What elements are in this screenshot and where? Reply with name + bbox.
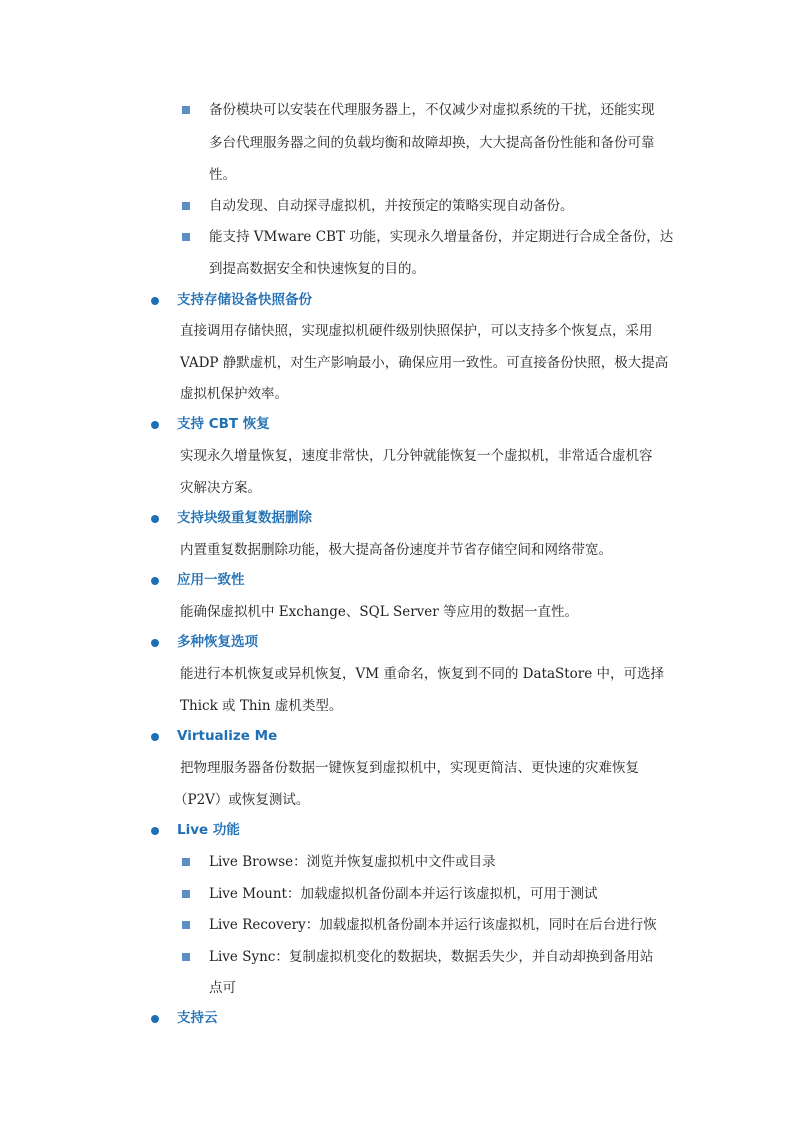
section-text: 把物理服务器备份数据一键恢复到虚拟机中，实现更简洁、更快速的灾难恢复	[180, 760, 639, 776]
square-bullet-icon	[182, 233, 190, 241]
round-bullet-icon	[151, 297, 159, 305]
square-bullet-icon	[182, 106, 190, 114]
round-bullet-icon	[151, 577, 159, 585]
round-bullet-icon	[151, 827, 159, 835]
bullet-text: 自动发现、自动探寻虚拟机，并按预定的策略实现自动备份。	[209, 198, 574, 214]
live-item-text: Live Sync：复制虚拟机变化的数据块，数据丢失少，并自动却换到备用站	[209, 949, 654, 965]
bullet-text: 能支持 VMware CBT 功能，实现永久增量备份，并定期进行合成全备份，达	[209, 229, 674, 245]
section-text: 内置重复数据删除功能，极大提高备份速度并节省存储空间和网络带宽。	[180, 542, 612, 558]
section-text: 能确保虚拟机中 Exchange、SQL Server 等应用的数据一直性。	[180, 604, 579, 620]
live-item-text: Live Browse：浏览并恢复虚拟机中文件或目录	[209, 854, 496, 870]
section-heading: 支持存储设备快照备份	[177, 292, 312, 308]
bullet-text: 多台代理服务器之间的负载均衡和故障却换，大大提高备份性能和备份可靠	[209, 135, 655, 151]
round-bullet-icon	[151, 733, 159, 741]
bullet-text: 到提高数据安全和快速恢复的目的。	[209, 261, 425, 277]
section-heading: 支持云	[177, 1010, 218, 1026]
section-text: （P2V）或恢复测试。	[174, 792, 310, 808]
section-heading: 支持 CBT 恢复	[177, 416, 270, 432]
section-text: 能进行本机恢复或异机恢复，VM 重命名，恢复到不同的 DataStore 中，可选择	[180, 666, 665, 682]
square-bullet-icon	[182, 858, 190, 866]
square-bullet-icon	[182, 953, 190, 961]
section-heading: 应用一致性	[177, 572, 245, 588]
section-text: 灾解决方案。	[180, 480, 261, 496]
live-item-text: 点可	[209, 980, 236, 996]
bullet-text: 备份模块可以安装在代理服务器上，不仅减少对虚拟系统的干扰，还能实现	[209, 102, 655, 118]
square-bullet-icon	[182, 890, 190, 898]
round-bullet-icon	[151, 515, 159, 523]
round-bullet-icon	[151, 421, 159, 429]
section-text: 实现永久增量恢复，速度非常快，几分钟就能恢复一个虚拟机，非常适合虚机容	[180, 448, 653, 464]
bullet-text: 性。	[209, 167, 236, 183]
square-bullet-icon	[182, 202, 190, 210]
live-item-text: Live Mount：加载虚拟机备份副本并运行该虚拟机，可用于测试	[209, 886, 598, 902]
section-heading: 支持块级重复数据删除	[177, 510, 312, 526]
square-bullet-icon	[182, 921, 190, 929]
section-text: Thick 或 Thin 虚机类型。	[180, 698, 343, 714]
round-bullet-icon	[151, 639, 159, 647]
round-bullet-icon	[151, 1015, 159, 1023]
section-text: VADP 静默虚机，对生产影响最小，确保应用一致性。可直接备份快照，极大提高	[180, 355, 669, 371]
section-heading: 多种恢复选项	[177, 634, 258, 650]
live-item-text: Live Recovery：加载虚拟机备份副本并运行该虚拟机，同时在后台进行恢	[209, 917, 657, 933]
section-heading: Live 功能	[177, 822, 240, 838]
section-text: 虚拟机保护效率。	[180, 386, 288, 402]
section-text: 直接调用存储快照，实现虚拟机硬件级别快照保护，可以支持多个恢复点，采用	[180, 323, 653, 339]
section-heading: Virtualize Me	[177, 728, 278, 744]
